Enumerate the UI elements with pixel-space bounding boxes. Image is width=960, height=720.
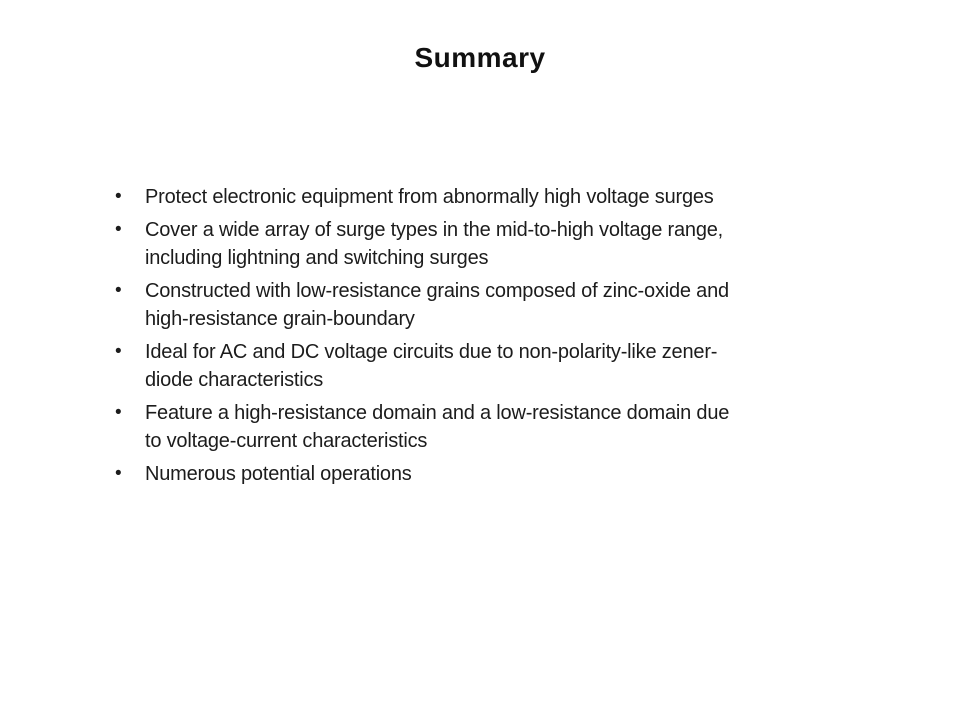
bullet-item	[113, 216, 853, 273]
bullet-text	[145, 216, 853, 273]
bullet-text	[145, 338, 853, 395]
bullet-text	[145, 460, 853, 489]
bullet-marker: •	[115, 186, 122, 207]
bullet-line: to voltage-current characteristics	[145, 430, 428, 452]
bullet-line: Feature a high-resistance domain and a low-resistance domain due	[145, 401, 730, 424]
bullet-marker: •	[115, 218, 122, 240]
bullet-item	[113, 399, 853, 456]
bullet-item	[113, 277, 853, 334]
bullet-line: Ideal for AC and DC voltage circuits due to non-polarity-like zener-	[145, 340, 718, 363]
bullet-line: Protect electronic equipment from abnormally high voltage surges	[145, 186, 714, 208]
bullet-text	[145, 399, 853, 456]
bullet-item	[113, 460, 853, 489]
bullet-line: Numerous potential operations	[145, 462, 412, 485]
bullet-line: including lightning and switching surges	[145, 247, 489, 269]
bullet-line: Cover a wide array of surge types in the mid-to-high voltage range,	[145, 218, 724, 241]
slide-title: Summary	[414, 42, 546, 73]
bullet-marker: •	[115, 401, 122, 423]
bullet-item	[113, 183, 853, 212]
bullet-marker: •	[115, 340, 122, 362]
bullet-line: high-resistance grain-boundary	[145, 308, 415, 330]
bullet-marker: •	[115, 279, 122, 301]
bullet-item	[113, 338, 853, 395]
bullet-text	[145, 183, 853, 212]
bullet-line: diode characteristics	[145, 369, 324, 391]
bullet-line: Constructed with low-resistance grains composed of zinc-oxide and	[145, 279, 729, 302]
bullet-text	[145, 277, 853, 334]
bullet-list	[113, 183, 853, 492]
bullet-marker: •	[115, 462, 122, 484]
